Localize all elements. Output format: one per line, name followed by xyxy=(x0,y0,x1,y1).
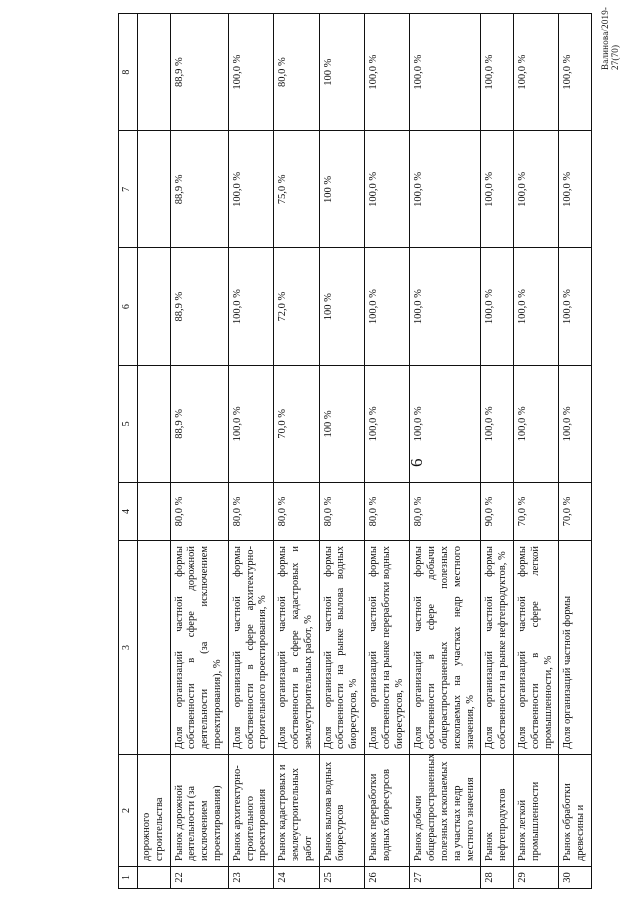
indicator-value: 100,0 % xyxy=(364,14,409,131)
table-row xyxy=(170,14,228,889)
row-number: 29 xyxy=(513,867,558,889)
header-cell: 6 xyxy=(119,248,138,365)
indicator-value: 100,0 % xyxy=(559,365,592,482)
indicator-text: Доля организаций частной формы xyxy=(559,541,592,755)
market-name: Рынок обработки древесины и xyxy=(559,755,592,867)
indicator-value: 100,0 % xyxy=(481,248,514,365)
indicator-value: 100,0 % xyxy=(410,248,481,365)
document-stamp: Валинова/2019-27(70) xyxy=(600,6,620,70)
header-cell: 2 xyxy=(119,755,138,867)
indicator-value: 100,0 % xyxy=(410,14,481,131)
row-number: 26 xyxy=(364,867,409,889)
indicator-value: 88,9 % xyxy=(170,248,228,365)
indicator-text: Доля организаций частной формы собственности на рынке вылова водных биоресурсов, % xyxy=(319,541,364,755)
indicator-text: Доля организаций частной формы собственности на рынке нефтепродуктов, % xyxy=(481,541,514,755)
indicator-value: 100,0 % xyxy=(513,365,558,482)
indicator-value: 80,0 % xyxy=(410,483,481,541)
indicator-value: 100,0 % xyxy=(513,14,558,131)
indicator-value: 72,0 % xyxy=(274,248,319,365)
indicator-value: 80,0 % xyxy=(364,483,409,541)
indicator-value: 100 % xyxy=(319,131,364,248)
row-number: 28 xyxy=(481,867,514,889)
market-name: Рынок переработки водных биоресурсов xyxy=(364,755,409,867)
header-cell: 1 xyxy=(119,867,138,889)
row-number: 27 xyxy=(410,867,481,889)
indicator-value: 100,0 % xyxy=(364,365,409,482)
table-row xyxy=(559,14,592,889)
indicator-value: 80,0 % xyxy=(319,483,364,541)
header-cell: 4 xyxy=(119,483,138,541)
indicator-text: Доля организаций частной формы собственности в сфере добычи общераспространенных полезных ископаемых на участках недр местного значения, % xyxy=(410,541,481,755)
indicator-value: 88,9 % xyxy=(170,14,228,131)
table-row xyxy=(513,14,558,889)
indicator-value: 100,0 % xyxy=(228,365,273,482)
header-row xyxy=(119,14,138,889)
table-row xyxy=(319,14,364,889)
market-name: дорожного строительства xyxy=(138,755,171,867)
indicator-text: Доля организаций частной формы собственности в сфере архитектурно-строительного проектирования, % xyxy=(228,541,273,755)
indicator-value: 100,0 % xyxy=(228,248,273,365)
indicator-value: 80,0 % xyxy=(228,483,273,541)
indicator-value: 100 % xyxy=(319,248,364,365)
market-name: Рынок дорожной деятельности (за исключением проектирования) xyxy=(170,755,228,867)
indicator-text: Доля организаций частной формы собственности в сфере легкой промышленности, % xyxy=(513,541,558,755)
indicator-value: 80,0 % xyxy=(274,483,319,541)
indicator-value: 70,0 % xyxy=(513,483,558,541)
indicator-text: Доля организаций частной формы собственности на рынке переработки водных биоресурсов, % xyxy=(364,541,409,755)
indicator-value: 100,0 % xyxy=(410,365,481,482)
indicator-value: 100,0 % xyxy=(481,14,514,131)
page-number: 6 xyxy=(407,458,426,467)
indicator-value: 88,9 % xyxy=(170,131,228,248)
indicator-value: 100,0 % xyxy=(513,248,558,365)
row-number: 25 xyxy=(319,867,364,889)
market-name: Рынок легкой промышленности xyxy=(513,755,558,867)
indicator-value: 100,0 % xyxy=(410,131,481,248)
indicator-value: 100,0 % xyxy=(228,131,273,248)
indicator-value: 70,0 % xyxy=(274,365,319,482)
row-number: 24 xyxy=(274,867,319,889)
indicator-value: 100 % xyxy=(319,365,364,482)
market-name: Рынок кадастровых и землеустроительных работ xyxy=(274,755,319,867)
indicator-value: 100,0 % xyxy=(228,14,273,131)
indicator-value: 100,0 % xyxy=(364,248,409,365)
market-name: Рынок архитектурно-строительного проектирования xyxy=(228,755,273,867)
competition-indicators-table xyxy=(118,13,592,889)
table-row xyxy=(274,14,319,889)
market-name: Рынок нефтепродуктов xyxy=(481,755,514,867)
indicator-value: 70,0 % xyxy=(559,483,592,541)
table-row xyxy=(364,14,409,889)
indicator-value: 100,0 % xyxy=(559,248,592,365)
indicator-value: 100,0 % xyxy=(559,131,592,248)
market-name: Рынок вылова водных биоресурсов xyxy=(319,755,364,867)
indicator-text: Доля организаций частной формы собственности в сфере кадастровых и землеустроительных работ, % xyxy=(274,541,319,755)
header-cell: 8 xyxy=(119,14,138,131)
table-row xyxy=(410,14,481,889)
indicator-value: 75,0 % xyxy=(274,131,319,248)
indicator-value: 80,0 % xyxy=(274,14,319,131)
indicator-value: 100,0 % xyxy=(364,131,409,248)
row-number: 22 xyxy=(170,867,228,889)
row-number: 23 xyxy=(228,867,273,889)
continued-row xyxy=(138,14,171,889)
table-row xyxy=(481,14,514,889)
market-name: Рынок добычи общераспространенных полезных ископаемых на участках недр местного значения xyxy=(410,755,481,867)
indicator-text: Доля организаций частной формы собственности в сфере дорожной деятельности (за исключением проектирования), % xyxy=(170,541,228,755)
row-number: 30 xyxy=(559,867,592,889)
header-cell: 5 xyxy=(119,365,138,482)
indicator-value: 100,0 % xyxy=(559,14,592,131)
indicator-value: 88,9 % xyxy=(170,365,228,482)
header-cell: 7 xyxy=(119,131,138,248)
header-cell: 3 xyxy=(119,541,138,755)
indicator-value: 90,0 % xyxy=(481,483,514,541)
indicator-value: 80,0 % xyxy=(170,483,228,541)
indicator-value: 100,0 % xyxy=(513,131,558,248)
indicator-value: 100,0 % xyxy=(481,131,514,248)
table-row xyxy=(228,14,273,889)
indicator-value: 100,0 % xyxy=(481,365,514,482)
indicator-value: 100 % xyxy=(319,14,364,131)
